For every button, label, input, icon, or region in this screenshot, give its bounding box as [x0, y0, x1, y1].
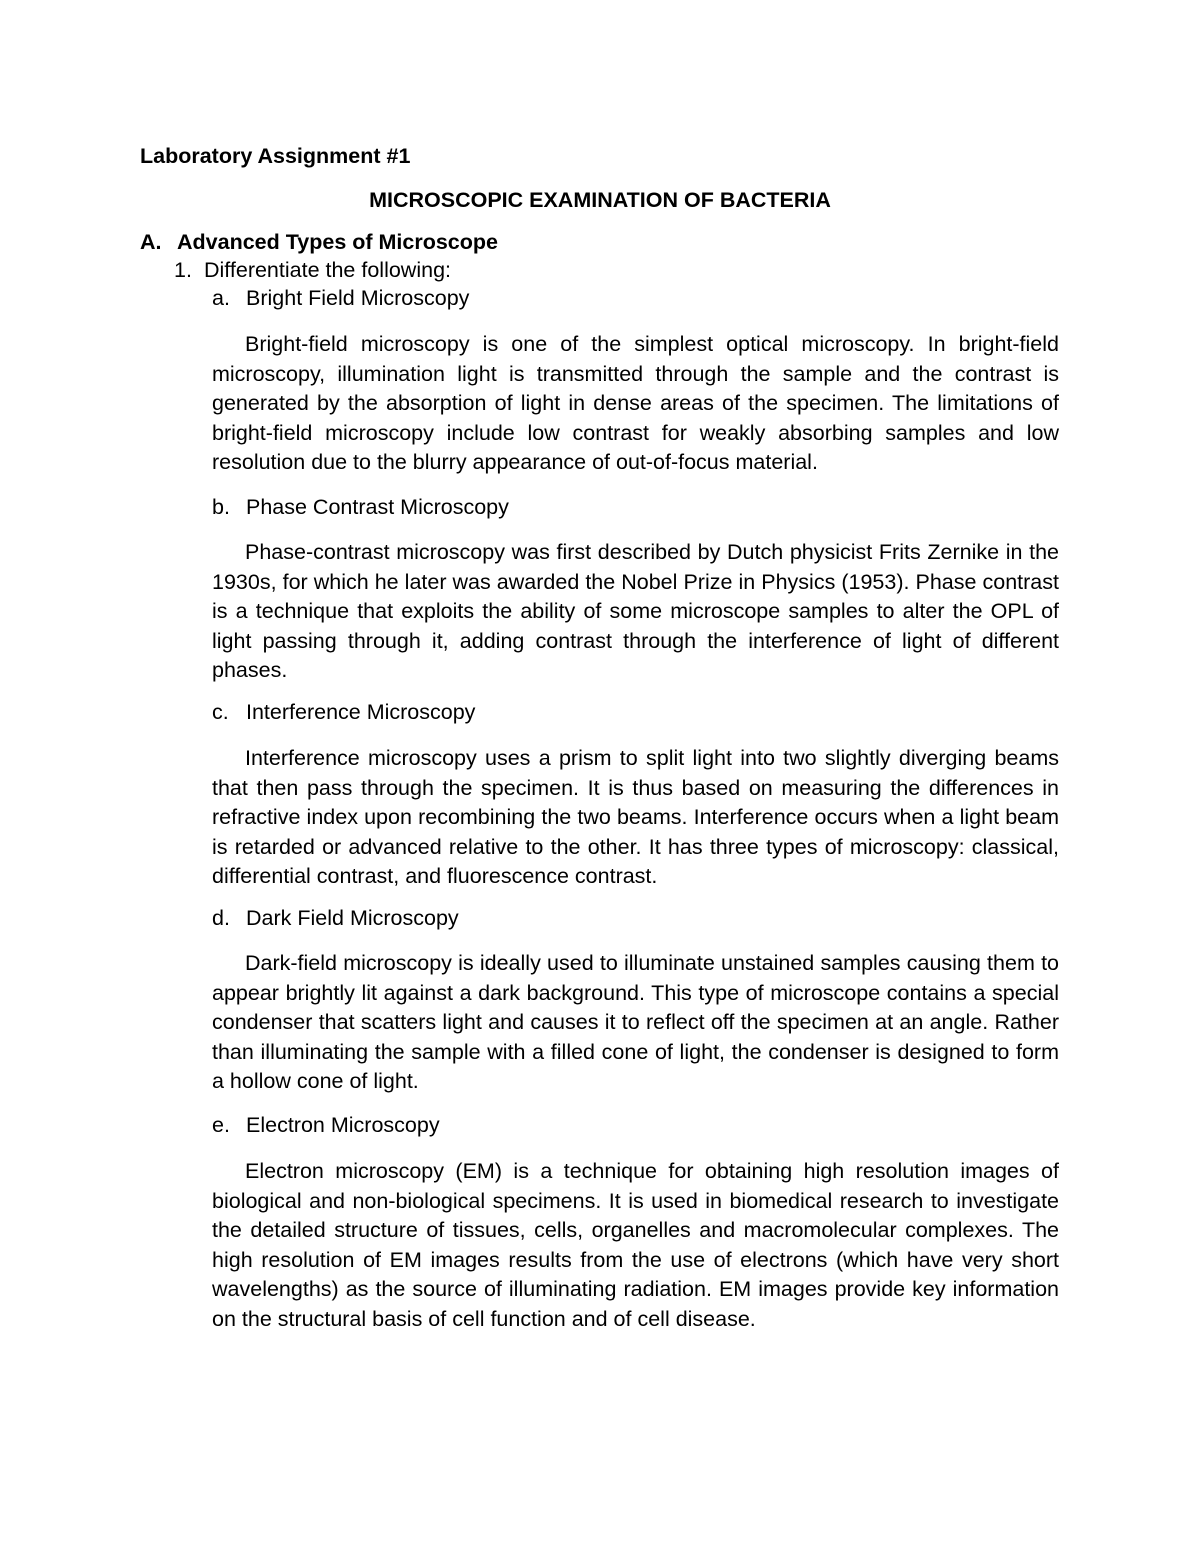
item-label: Dark Field Microscopy	[246, 906, 459, 930]
question-label: Differentiate the following:	[204, 258, 451, 282]
item-marker: e.	[212, 1113, 230, 1137]
item-paragraph: Phase-contrast microscopy was first described by Dutch physicist Frits Zernike in the 1930s, for which he later was awarded the Nobel Prize in Physics (1953). Phase contrast is a technique that exploits the ability of some microscope samples to alter the OPL of light passing through it, adding contrast through the interference of light of different phases.	[212, 540, 1059, 682]
section-marker: A.	[140, 230, 162, 254]
section-label: Advanced Types of Microscope	[177, 230, 498, 254]
item-label: Interference Microscopy	[246, 700, 476, 724]
item-paragraph: Interference microscopy uses a prism to split light into two slightly diverging beams that then pass through the specimen. It is thus based on measuring the differences in refractive index upon recombining the two beams. Interference occurs when a light beam is retarded or advanced relative to the other. It has three types of microscopy: classical, differential contrast, and fluorescence contrast.	[212, 746, 1059, 888]
document-title: MICROSCOPIC EXAMINATION OF BACTERIA	[369, 188, 831, 212]
question-marker: 1.	[174, 258, 192, 282]
assignment-heading: Laboratory Assignment #1	[140, 144, 411, 168]
item-paragraph: Dark-field microscopy is ideally used to illuminate unstained samples causing them to appear brightly lit against a dark background. This type of microscope contains a special condenser that scatters light and causes it to reflect off the specimen at an angle. Rather than illuminating the sample with a filled cone of light, the condenser is designed to form a hollow cone of light.	[212, 951, 1059, 1093]
item-label: Electron Microscopy	[246, 1113, 440, 1137]
item-marker: d.	[212, 906, 230, 930]
item-label: Phase Contrast Microscopy	[246, 495, 509, 519]
item-paragraph: Bright-field microscopy is one of the simplest optical microscopy. In bright-field microscopy, illumination light is transmitted through the sample and the contrast is generated by the absorption of light in dense areas of the specimen. The limitations of bright-field microscopy include low contrast for weakly absorbing samples and low resolution due to the blurry appearance of out-of-focus material.	[212, 332, 1059, 474]
item-label: Bright Field Microscopy	[246, 286, 470, 310]
item-marker: a.	[212, 286, 230, 310]
item-paragraph: Electron microscopy (EM) is a technique for obtaining high resolution images of biological and non-biological specimens. It is used in biomedical research to investigate the detailed structure of tissues, cells, organelles and macromolecular complexes. The high resolution of EM images results from the use of electrons (which have very short wavelengths) as the source of illuminating radiation. EM images provide key information on the structural basis of cell function and of cell disease.	[212, 1159, 1059, 1331]
item-marker: c.	[212, 700, 229, 724]
item-marker: b.	[212, 495, 230, 519]
